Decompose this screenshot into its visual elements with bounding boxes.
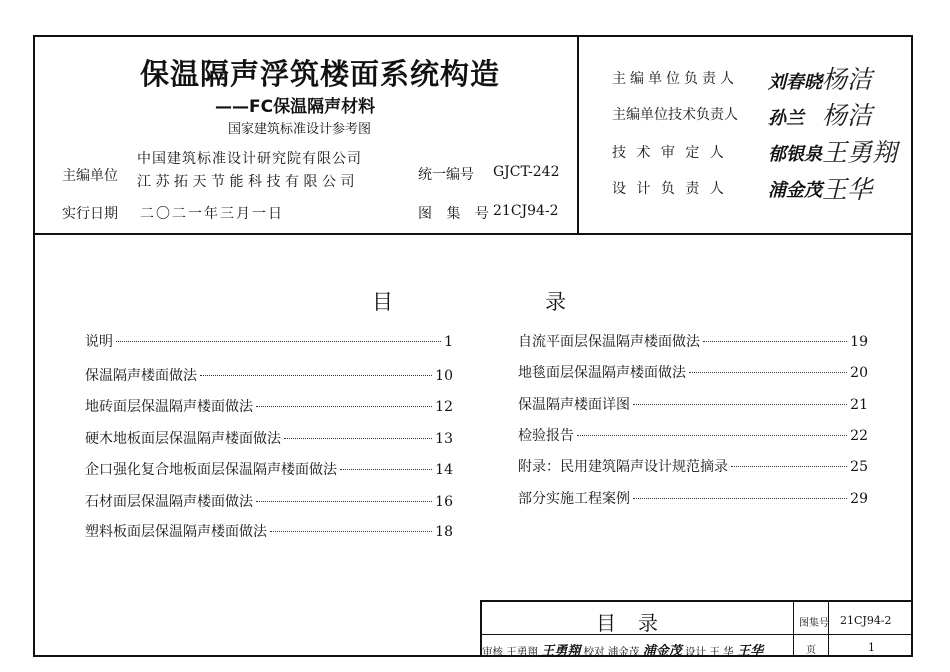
toc-entry[interactable] bbox=[518, 394, 868, 414]
toc-heading-right: 录 bbox=[545, 290, 566, 314]
toc-entry-page: 1 bbox=[444, 334, 453, 350]
editor-unit-1: 中国建筑标准设计研究院有限公司 bbox=[137, 151, 362, 167]
toc-entry-title: 附录：民用建筑隔声设计规范摘录 bbox=[518, 459, 728, 475]
signature-handwritten: 杨洁 bbox=[822, 101, 873, 130]
signature-role: 主编单位技术负责人 bbox=[612, 107, 738, 123]
toc-entry-page: 14 bbox=[435, 462, 453, 478]
signature-handwritten: 浦金茂 bbox=[768, 180, 822, 201]
toc-entry-title: 石材面层保温隔声楼面做法 bbox=[85, 494, 253, 510]
toc-entry-title: 部分实施工程案例 bbox=[518, 491, 630, 507]
check-label: 校对 bbox=[583, 646, 605, 658]
toc-entry[interactable] bbox=[518, 331, 868, 351]
toc-entry-title: 企口强化复合地板面层保温隔声楼面做法 bbox=[85, 462, 337, 478]
leader-dots bbox=[116, 341, 441, 342]
signature-handwritten: 王勇翔 bbox=[541, 644, 581, 659]
leader-dots bbox=[633, 498, 847, 499]
title-block-page-number: 1 bbox=[868, 641, 875, 654]
toc-entry[interactable] bbox=[85, 331, 453, 351]
title-block-name: 目录 bbox=[596, 611, 680, 635]
leader-dots bbox=[689, 372, 847, 373]
signature-handwritten: 王华 bbox=[822, 175, 873, 204]
date-label: 实行日期 bbox=[62, 206, 118, 222]
toc-entry[interactable] bbox=[518, 362, 868, 382]
toc-entry-page: 18 bbox=[435, 524, 453, 540]
toc-entry-title: 检验报告 bbox=[518, 428, 574, 444]
unified-code: GJCT-242 bbox=[493, 164, 560, 180]
title-block-rule bbox=[793, 600, 794, 657]
toc-entry-title: 说明 bbox=[85, 334, 113, 350]
toc-entry-page: 25 bbox=[850, 459, 868, 475]
atlas-label: 图 集 号 bbox=[418, 206, 494, 222]
toc-entry-page: 16 bbox=[435, 494, 453, 510]
leader-dots bbox=[270, 531, 432, 532]
leader-dots bbox=[703, 341, 847, 342]
toc-entry-page: 19 bbox=[850, 334, 868, 350]
toc-entry-title: 自流平面层保温隔声楼面做法 bbox=[518, 334, 700, 350]
toc-entry[interactable] bbox=[518, 488, 868, 508]
title-block-atlas-number: 21CJ94-2 bbox=[840, 614, 892, 627]
toc-entry-page: 12 bbox=[435, 399, 453, 415]
toc-entry[interactable] bbox=[85, 459, 453, 479]
signature-handwritten: 王华 bbox=[737, 644, 764, 659]
design-label: 设计 bbox=[685, 646, 707, 658]
approval-row bbox=[482, 640, 763, 659]
toc-entry[interactable] bbox=[85, 365, 453, 385]
editor-label: 主编单位 bbox=[62, 168, 118, 184]
toc-entry-page: 21 bbox=[850, 397, 868, 413]
leader-dots bbox=[340, 469, 432, 470]
check-name: 浦金茂 bbox=[607, 646, 640, 658]
atlas-number: 21CJ94-2 bbox=[493, 203, 559, 219]
signature-role: 设 计 负 责 人 bbox=[612, 181, 727, 197]
leader-dots bbox=[200, 375, 432, 376]
toc-entry-title: 硬木地板面层保温隔声楼面做法 bbox=[85, 431, 281, 447]
toc-entry[interactable] bbox=[518, 425, 868, 445]
signature-handwritten: 孙兰 bbox=[768, 108, 804, 129]
title-block-atlas-label: 图集号 bbox=[799, 618, 829, 629]
signature-handwritten: 刘春晓 bbox=[768, 72, 822, 93]
toc-entry[interactable] bbox=[85, 521, 453, 541]
reference-type: 国家建筑标准设计参考图 bbox=[228, 122, 372, 137]
toc-heading-left: 目 bbox=[372, 290, 393, 314]
review-label: 审核 bbox=[482, 646, 503, 658]
toc-entry-title: 塑料板面层保温隔声楼面做法 bbox=[85, 524, 267, 540]
review-name: 王勇翔 bbox=[506, 646, 538, 658]
signature-handwritten: 王勇翔 bbox=[822, 138, 898, 167]
leader-dots bbox=[577, 435, 847, 436]
leader-dots bbox=[731, 466, 847, 467]
toc-entry-page: 20 bbox=[850, 365, 868, 381]
leader-dots bbox=[284, 438, 432, 439]
title-block-page-label: 页 bbox=[806, 645, 816, 656]
toc-entry-title: 保温隔声楼面做法 bbox=[85, 368, 197, 384]
header-vertical-separator bbox=[577, 35, 579, 234]
signature-role: 主编单位负责人 bbox=[612, 71, 738, 87]
toc-entry-title: 保温隔声楼面详图 bbox=[518, 397, 630, 413]
signature-handwritten: 郁银泉 bbox=[768, 144, 822, 165]
atlas-subtitle: ——FC保温隔声材料 bbox=[215, 97, 376, 117]
toc-entry-title: 地毯面层保温隔声楼面做法 bbox=[518, 365, 686, 381]
signature-handwritten: 杨洁 bbox=[822, 65, 873, 94]
toc-entry-page: 10 bbox=[435, 368, 453, 384]
design-name: 王 华 bbox=[709, 646, 734, 658]
toc-entry[interactable] bbox=[85, 491, 453, 511]
toc-entry[interactable] bbox=[518, 456, 868, 476]
code-label: 统一编号 bbox=[418, 167, 474, 183]
toc-entry-page: 13 bbox=[435, 431, 453, 447]
header-separator bbox=[33, 233, 913, 235]
leader-dots bbox=[256, 406, 432, 407]
effective-date: 二〇二一年三月一日 bbox=[140, 206, 284, 222]
toc-entry-title: 地砖面层保温隔声楼面做法 bbox=[85, 399, 253, 415]
toc-entry-page: 29 bbox=[850, 491, 868, 507]
toc-entry-page: 22 bbox=[850, 428, 868, 444]
title-block-rule bbox=[480, 634, 913, 635]
editor-unit-2: 江苏拓天节能科技有限公司 bbox=[137, 174, 359, 190]
signature-role: 技 术 审 定 人 bbox=[612, 145, 727, 161]
signature-handwritten: 浦金茂 bbox=[642, 644, 682, 659]
leader-dots bbox=[256, 501, 432, 502]
toc-entry[interactable] bbox=[85, 428, 453, 448]
toc-entry[interactable] bbox=[85, 396, 453, 416]
atlas-title: 保温隔声浮筑楼面系统构造 bbox=[139, 57, 500, 91]
leader-dots bbox=[633, 404, 847, 405]
